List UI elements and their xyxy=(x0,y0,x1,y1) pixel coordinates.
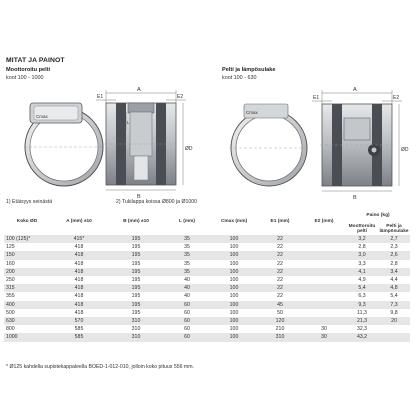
col-header-a: A (mm) ±10 xyxy=(66,219,92,224)
col-header-size: Koko ØD xyxy=(16,219,38,224)
table-cell: 50 xyxy=(277,309,283,316)
table-cell: 418 xyxy=(74,309,84,316)
table-cell: 310 xyxy=(258,333,302,341)
table-cell: 60 xyxy=(184,326,190,333)
note-support-flange: 2) Tukilappa koissa Ø800 ja Ø1000 xyxy=(116,199,198,205)
table-cell: 3,0 xyxy=(346,251,378,259)
table-row xyxy=(4,276,410,284)
table-cell xyxy=(302,317,346,325)
table-cell: 200 xyxy=(4,268,50,276)
table-cell: 2,8 xyxy=(390,260,398,267)
right-section-title: Pelti ja lämpösulake xyxy=(222,67,276,73)
table-cell: 7,3 xyxy=(378,301,410,309)
table-cell: 160 xyxy=(6,260,15,267)
dim-cmax-left: Cmax xyxy=(36,114,48,119)
table-cell: 45 xyxy=(258,301,302,309)
col-header-weight: Paino (kg) xyxy=(366,212,390,218)
right-side-view xyxy=(312,90,402,191)
table-cell xyxy=(302,235,346,243)
table-cell: 500 xyxy=(6,309,15,316)
table-cell: 418 xyxy=(74,277,84,284)
table-cell: 3,2 xyxy=(346,235,378,243)
table-cell: 120 xyxy=(258,317,302,325)
left-section-range: koot 100 - 1000 xyxy=(6,75,44,81)
table-cell: 11,3 xyxy=(357,309,367,316)
table-cell: 400 xyxy=(4,301,50,309)
table-cell xyxy=(302,268,346,276)
dim-e2-right: E2 xyxy=(393,95,400,101)
col-header-cmax: Cmax (mm) xyxy=(220,219,248,224)
table-cell: 310 xyxy=(131,326,141,333)
col-header-weight-fuse: Pelti ja lämpösulake xyxy=(379,223,409,234)
table-cell: 35 xyxy=(184,260,190,267)
table-cell: 195 xyxy=(131,277,141,284)
table-cell: 43,2 xyxy=(346,333,378,341)
dim-d-right: ØD xyxy=(401,147,409,153)
table-cell: 100 xyxy=(210,301,258,309)
table-cell: 195 xyxy=(108,251,164,259)
table-cell: 2,8 xyxy=(358,244,366,251)
table-cell: 100 xyxy=(229,293,239,300)
table-cell: 21,3 xyxy=(346,317,378,325)
table-cell: 310 xyxy=(108,333,164,341)
table-cell: 22 xyxy=(277,293,283,300)
left-section-title: Moottoroitu pelti xyxy=(6,67,51,73)
table-cell: 100 xyxy=(229,260,239,267)
table-cell: 22 xyxy=(277,244,283,251)
table-cell: 125 xyxy=(6,244,15,251)
table-cell: 630 xyxy=(4,317,50,325)
dim-d-left: ØD xyxy=(185,146,193,152)
table-cell: 60 xyxy=(164,317,210,325)
table-cell: 418 xyxy=(50,268,108,276)
dim-cmax-right: Cmax xyxy=(246,110,258,115)
table-cell: 9,3 xyxy=(346,301,378,309)
table-cell: 100 (125)* xyxy=(4,235,50,243)
table-row xyxy=(4,284,410,292)
table-cell: 5,4 xyxy=(390,293,398,300)
table-row xyxy=(4,235,410,243)
left-side-view xyxy=(96,90,186,190)
table-row xyxy=(4,317,410,325)
table-row xyxy=(4,325,410,333)
table-cell: 418 xyxy=(74,293,84,300)
table-cell: 418 xyxy=(50,301,108,309)
table-cell: 195 xyxy=(108,268,164,276)
col-header-weight-motorized: Moottoroitu pelti xyxy=(348,223,376,234)
table-cell: 40 xyxy=(184,277,190,284)
table-cell: 2,6 xyxy=(378,251,410,259)
table-cell: 250 xyxy=(6,277,15,284)
table-cell: 22 xyxy=(258,268,302,276)
col-header-e1: E1 (mm) xyxy=(270,219,290,224)
table-cell: 100 xyxy=(229,309,239,316)
table-cell: 32,3 xyxy=(356,326,368,333)
table-cell: 100 xyxy=(229,244,239,251)
right-section-range: koot 100 - 630 xyxy=(222,75,257,81)
table-cell: 9,8 xyxy=(390,309,398,316)
dim-e1-left: E1 xyxy=(97,94,104,100)
table-cell: 355 xyxy=(6,293,15,300)
table-cell: 4,8 xyxy=(378,284,410,292)
dim-l-left: L xyxy=(127,120,130,125)
table-cell: 60 xyxy=(164,333,210,341)
table-cell xyxy=(378,325,410,333)
table-cell: 60 xyxy=(184,309,190,316)
table-cell: 100 xyxy=(210,251,258,259)
table-cell: 418 xyxy=(74,244,84,251)
section-heading: MITAT JA PAINOT xyxy=(6,57,65,64)
dim-b-left: B xyxy=(137,194,141,200)
table-row xyxy=(4,333,410,341)
table-row xyxy=(4,260,410,268)
table-cell: 6,3 xyxy=(358,293,366,300)
table-cell xyxy=(302,251,346,259)
table-cell: 1000 xyxy=(4,333,50,341)
table-cell xyxy=(302,301,346,309)
table-cell: 4,4 xyxy=(390,277,398,284)
table-cell: 195 xyxy=(131,309,141,316)
table-cell xyxy=(378,333,410,341)
dimensions-weights-table xyxy=(4,208,410,342)
table-cell: 4,1 xyxy=(346,268,378,276)
table-row xyxy=(4,292,410,300)
table-row xyxy=(4,251,410,259)
table-cell: 100 xyxy=(210,317,258,325)
col-header-e2: E2 (mm) xyxy=(314,219,334,224)
table-row xyxy=(4,301,410,309)
table-cell: 100 xyxy=(210,284,258,292)
right-end-view xyxy=(229,104,309,186)
table-cell: 418 xyxy=(50,284,108,292)
table-cell: 100 xyxy=(210,268,258,276)
col-header-b: B (mm) ±10 xyxy=(123,219,149,224)
table-cell: 415* xyxy=(50,235,108,243)
table-cell: 100 xyxy=(210,333,258,341)
table-row xyxy=(4,309,410,317)
table-cell: 2,3 xyxy=(390,244,398,251)
table-cell xyxy=(302,276,346,284)
table-cell: 418 xyxy=(74,260,84,267)
table-cell: 35 xyxy=(164,268,210,276)
table-cell: 40 xyxy=(184,293,190,300)
col-header-l: L (mm) xyxy=(179,219,195,224)
table-cell: 100 xyxy=(210,235,258,243)
table-cell: 570 xyxy=(50,317,108,325)
table-cell: 4,9 xyxy=(358,277,366,284)
table-cell: 2,7 xyxy=(378,235,410,243)
table-cell: 800 xyxy=(6,326,15,333)
table-cell: 22 xyxy=(258,251,302,259)
table-cell: 3,4 xyxy=(378,268,410,276)
table-cell: 22 xyxy=(277,260,283,267)
dim-a-right: A xyxy=(353,87,357,93)
table-cell: 22 xyxy=(258,284,302,292)
table-cell: 35 xyxy=(164,251,210,259)
table-cell: 315 xyxy=(4,284,50,292)
table-cell: 585 xyxy=(50,333,108,341)
table-cell xyxy=(302,243,346,251)
table-body xyxy=(4,235,410,342)
table-cell: 35 xyxy=(164,235,210,243)
table-cell xyxy=(302,284,346,292)
table-cell: 35 xyxy=(184,244,190,251)
table-cell: 195 xyxy=(131,293,141,300)
table-cell: 30 xyxy=(321,326,327,333)
table-cell: 40 xyxy=(164,284,210,292)
table-cell: 100 xyxy=(229,326,239,333)
table-cell xyxy=(302,260,346,268)
table-cell: 585 xyxy=(74,326,84,333)
table-row xyxy=(4,243,410,251)
dim-e2-left: E2 xyxy=(177,94,184,100)
table-cell: 310 xyxy=(108,317,164,325)
dim-a-left: A xyxy=(137,87,141,93)
table-cell: 210 xyxy=(275,326,285,333)
table-cell: 195 xyxy=(108,301,164,309)
table-cell xyxy=(302,292,346,300)
table-cell: 60 xyxy=(164,301,210,309)
table-cell: 5,4 xyxy=(346,284,378,292)
table-cell: 150 xyxy=(4,251,50,259)
table-cell: 195 xyxy=(108,284,164,292)
table-cell: 22 xyxy=(277,277,283,284)
table-cell: 195 xyxy=(131,244,141,251)
table-row xyxy=(4,268,410,276)
table-cell: 195 xyxy=(131,260,141,267)
note-wall-distance: 1) Etäisyys seinästä xyxy=(6,199,53,205)
table-cell: 418 xyxy=(50,251,108,259)
table-cell: 100 xyxy=(229,277,239,284)
table-cell xyxy=(302,309,346,317)
table-cell: 20 xyxy=(378,317,410,325)
table-cell: 30 xyxy=(302,333,346,341)
footnote: * Ø125 kahdella supistekappaleella BOED-1-012-010, jolloin koko pituus 556 mm. xyxy=(6,364,195,370)
table-cell: 22 xyxy=(258,235,302,243)
dim-e1-right: E1 xyxy=(313,95,320,101)
table-cell: 195 xyxy=(108,235,164,243)
table-cell: 3,3 xyxy=(358,260,366,267)
dim-b-right: B xyxy=(353,195,357,201)
